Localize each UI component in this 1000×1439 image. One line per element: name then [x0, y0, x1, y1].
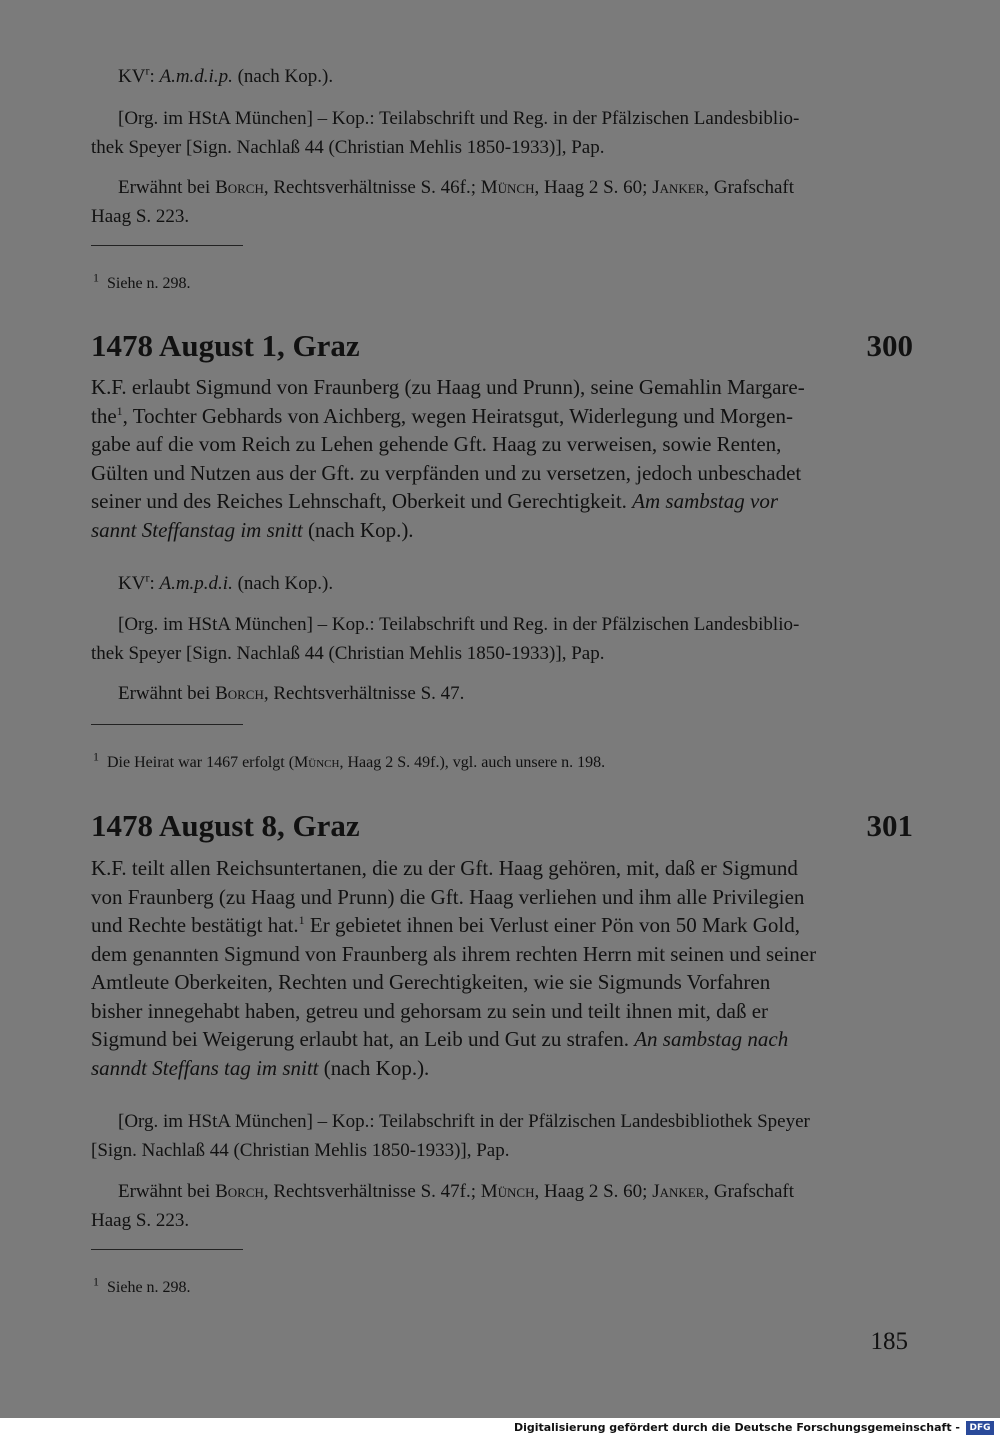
text-run: the	[91, 403, 117, 428]
dating-italic: sannt Steffanstag im snitt	[91, 517, 303, 542]
footnote-marker: 1	[298, 913, 305, 927]
regest-line: bisher innegehabt haben, getreu und gehorsam zu sein und teilt ihnen mit, daß er	[91, 998, 769, 1023]
author-janker: Janker	[652, 1181, 705, 1202]
kv-line-300	[118, 569, 333, 598]
regest-line	[91, 911, 913, 940]
footnote-number: 1	[93, 270, 99, 285]
text-run: Erwähnt bei	[118, 177, 216, 198]
text-run: , Grafschaft	[704, 177, 795, 198]
footnote-rule	[91, 724, 243, 725]
footnote-rule	[91, 245, 243, 246]
kv-rest: (nach Kop.).	[232, 573, 334, 594]
regest-line: Gülten und Nutzen aus der Gft. zu verpfänden und zu versetzen, jedoch unbeschadet	[91, 460, 802, 485]
regest-line	[91, 402, 913, 431]
kv-sigle: A.m.d.i.p.	[159, 66, 233, 87]
text-run: Sigmund bei Weigerung erlaubt hat, an Leib und Gut zu strafen.	[91, 1027, 635, 1051]
regest-line: gabe auf die vom Reich zu Lehen gehende Gft. Haag zu verweisen, sowie Renten,	[91, 432, 782, 456]
kv-label: KV	[118, 573, 146, 594]
kv-sep: :	[149, 573, 160, 594]
text-run: , Haag 2 S. 49f.), vgl. auch unsere n. 198.	[339, 754, 606, 771]
author-borch: Borch	[215, 1181, 264, 1202]
org-line-2-301: [Sign. Nachlaß 44 (Christian Mehlis 1850-1933)], Pap.	[91, 1140, 510, 1161]
author-borch: Borch	[215, 177, 264, 198]
kv-sup: r	[145, 570, 150, 585]
author-muench: Münch	[480, 1181, 535, 1202]
regest-line: Amtleute Oberkeiten, Rechten und Gerechtigkeiten, wie sie Sigmunds Vorfahren	[91, 970, 771, 994]
entry-heading: 1478 August 1, Graz	[91, 328, 360, 363]
text-run: Erwähnt bei	[118, 1181, 216, 1202]
text-run: (nach Kop.).	[302, 517, 414, 542]
regest-line	[91, 1025, 913, 1054]
footnote-number: 1	[93, 1274, 99, 1289]
footnote-300	[93, 749, 606, 774]
kv-label: KV	[118, 66, 146, 87]
text-run: , Tochter Gebhards von Aichberg, wegen Heiratsgut, Widerlegung und Morgen-	[122, 403, 793, 428]
org-line-1-301: [Org. im HStA München] – Kop.: Teilabschrift in der Pfälzischen Landesbibliothek Speyer	[118, 1111, 810, 1132]
dating-italic: Am sambstag vor	[632, 489, 778, 513]
erwaehnt-line-1-top	[118, 173, 794, 202]
regest-line	[91, 516, 913, 545]
entry-number: 301	[866, 808, 913, 843]
regest-line: K.F. teilt allen Reichsuntertanen, die zu der Gft. Haag gehören, mit, daß er Sigmund	[91, 856, 798, 880]
text-run: (nach Kop.).	[318, 1055, 430, 1080]
footnote-rule	[91, 1249, 243, 1250]
entry-301-regest	[91, 854, 913, 1082]
erwaehnt-line-300	[118, 679, 464, 708]
page-number: 185	[870, 1328, 908, 1355]
org-line-1-300: [Org. im HStA München] – Kop.: Teilabschrift und Reg. in der Pfälzischen Landesbiblio-	[118, 614, 800, 635]
author-borch: Borch	[215, 683, 264, 704]
regest-line: von Fraunberg (zu Haag und Prunn) die Gft. Haag verliehen und ihm alle Privilegien	[91, 884, 805, 909]
regest-line: K.F. erlaubt Sigmund von Fraunberg (zu Haag und Prunn), seine Gemahlin Margare-	[91, 375, 805, 399]
footnote-marker: 1	[116, 403, 123, 418]
author-muench: Münch	[294, 754, 340, 771]
org-line-1-top: [Org. im HStA München] – Kop.: Teilabschrift und Reg. in der Pfälzischen Landesbiblio-	[118, 108, 800, 129]
kv-rest: (nach Kop.).	[232, 66, 334, 87]
text-run: Er gebietet ihnen bei Verlust einer Pön von 50 Mark Gold,	[304, 913, 800, 937]
text-run: , Rechtsverhältnisse S. 47f.;	[263, 1181, 481, 1202]
author-janker: Janker	[652, 177, 705, 198]
kv-sup: r	[145, 63, 150, 78]
text-run: , Haag 2 S. 60;	[534, 1181, 653, 1202]
erwaehnt-line-2-top: Haag S. 223.	[91, 206, 190, 227]
entry-300-regest	[91, 373, 913, 544]
text-run: , Haag 2 S. 60;	[534, 177, 653, 198]
footnote-number: 1	[93, 749, 99, 764]
footnote-301	[93, 1274, 191, 1299]
footnote-text: Siehe n. 298.	[107, 1279, 191, 1296]
dating-italic: An sambstag nach	[634, 1027, 789, 1051]
text-run: , Rechtsverhältnisse S. 47.	[263, 683, 465, 704]
text-run: Die Heirat war 1467 erfolgt (	[107, 754, 295, 771]
org-line-2-top: thek Speyer [Sign. Nachlaß 44 (Christian Mehlis 1850-1933)], Pap.	[91, 137, 605, 158]
footer-bar	[0, 1418, 1000, 1439]
text-run: und Rechte bestätigt hat.	[91, 913, 299, 937]
org-line-2-300: thek Speyer [Sign. Nachlaß 44 (Christian Mehlis 1850-1933)], Pap.	[91, 643, 605, 664]
entry-number: 300	[866, 328, 913, 363]
erwaehnt-line-2-301: Haag S. 223.	[91, 1210, 190, 1231]
footnote-text: Siehe n. 298.	[107, 275, 191, 292]
kv-sep: :	[149, 66, 160, 87]
kv-line-top	[118, 62, 333, 91]
regest-line	[91, 1054, 913, 1083]
funding-note: Digitalisierung gefördert durch die Deutsche Forschungsgemeinschaft -	[513, 1421, 960, 1434]
text-run: Erwähnt bei	[118, 683, 216, 704]
regest-line: dem genannten Sigmund von Fraunberg als ihrem rechten Herrn mit seinen und seiner	[91, 941, 817, 966]
footnote-top	[93, 270, 191, 295]
dfg-logo-icon: DFG	[966, 1421, 994, 1435]
author-muench: Münch	[480, 177, 535, 198]
entry-heading: 1478 August 8, Graz	[91, 808, 360, 843]
erwaehnt-line-1-301	[118, 1177, 794, 1206]
text-run: , Grafschaft	[704, 1181, 795, 1202]
regest-line	[91, 487, 913, 516]
text-run: , Rechtsverhältnisse S. 46f.;	[263, 177, 481, 198]
kv-sigle: A.m.p.d.i.	[159, 573, 233, 594]
dating-italic: sanndt Steffans tag im snitt	[91, 1055, 319, 1080]
text-run: seiner und des Reiches Lehnschaft, Oberkeit und Gerechtigkeit.	[91, 489, 633, 513]
